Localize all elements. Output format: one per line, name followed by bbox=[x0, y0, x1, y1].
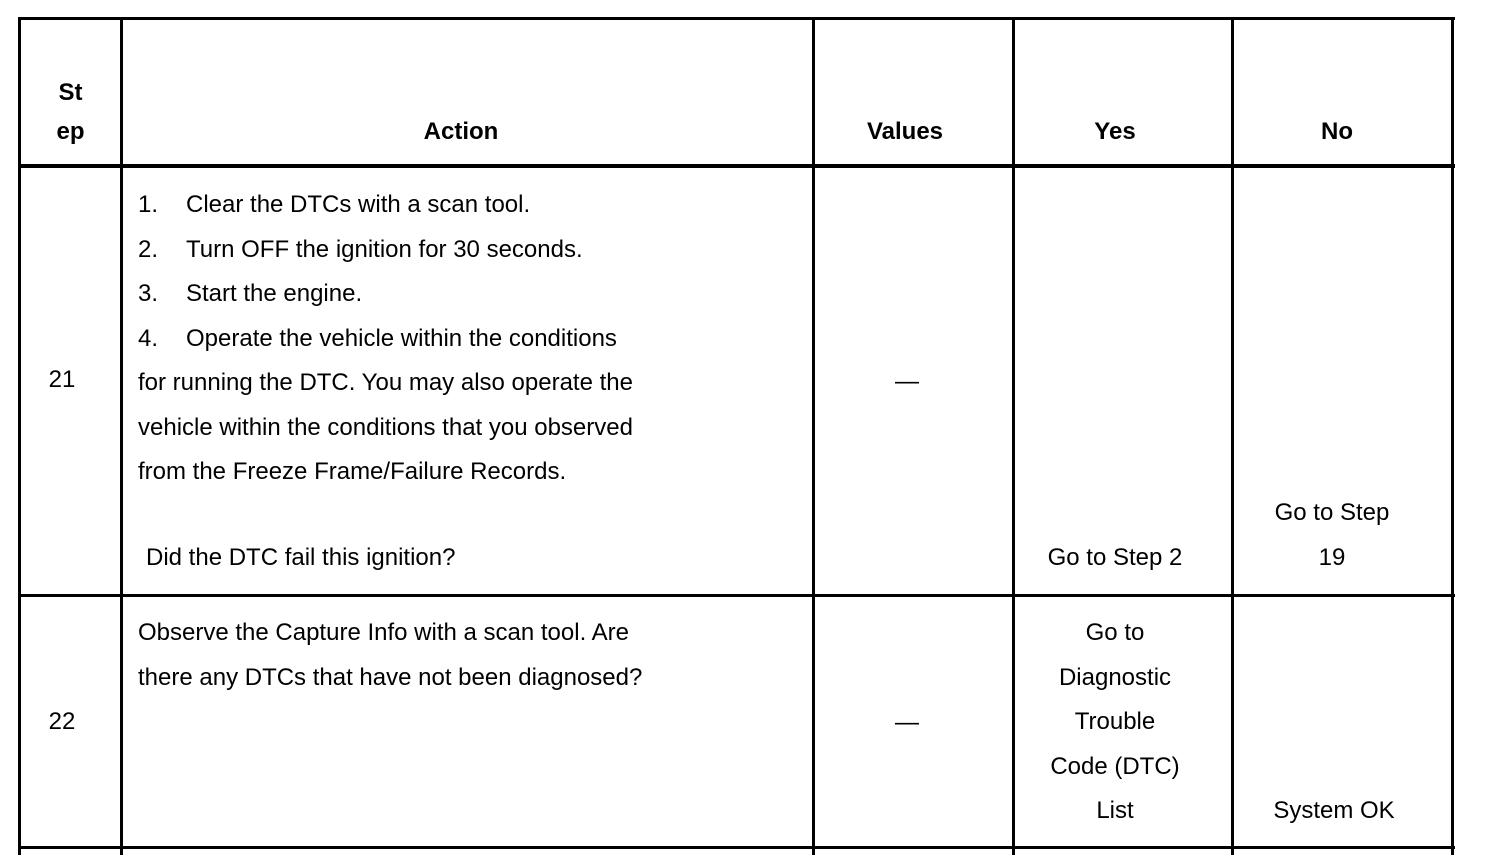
action-line: there any DTCs that have not been diagnosed? bbox=[138, 663, 643, 691]
header-no: No bbox=[1321, 118, 1353, 145]
action-line: Observe the Capture Info with a scan tool. Are bbox=[138, 619, 629, 646]
yes-cell-line: Diagnostic bbox=[1058, 663, 1172, 691]
list-item-number: 2. bbox=[138, 235, 159, 263]
list-item-number: 1. bbox=[138, 191, 159, 218]
list-item bbox=[138, 272, 633, 317]
list-item-text: Turn OFF the ignition for 30 seconds. bbox=[186, 235, 583, 263]
no-cell bbox=[1234, 491, 1430, 580]
list-item-number: 4. bbox=[138, 324, 159, 352]
values-cell: — bbox=[895, 368, 919, 395]
list-item-text: Start the engine. bbox=[186, 280, 363, 307]
action-text bbox=[138, 183, 633, 495]
list-item bbox=[138, 317, 633, 362]
step-number: 22 bbox=[48, 708, 76, 735]
yes-cell: Go to Step 2 bbox=[1047, 544, 1183, 571]
yes-cell-line: Go to bbox=[1085, 619, 1145, 646]
list-item bbox=[138, 183, 633, 228]
yes-cell bbox=[1015, 611, 1215, 834]
header-action: Action bbox=[423, 118, 499, 145]
header-bottom-border bbox=[18, 164, 1455, 168]
yes-cell-line: Code (DTC) bbox=[1050, 752, 1180, 780]
header-step bbox=[21, 73, 120, 151]
action-continuation-line: vehicle within the conditions that you observed bbox=[138, 413, 633, 441]
header-step-line2: ep bbox=[56, 118, 85, 145]
yes-cell-line: List bbox=[1096, 797, 1134, 824]
no-cell: System OK bbox=[1273, 797, 1395, 824]
no-cell-line: 19 bbox=[1318, 543, 1346, 571]
action-question: Did the DTC fail this ignition? bbox=[146, 544, 456, 571]
list-item bbox=[138, 228, 633, 273]
list-item-text: Operate the vehicle within the conditions bbox=[186, 324, 617, 352]
values-cell: — bbox=[895, 709, 919, 736]
list-item-text: Clear the DTCs with a scan tool. bbox=[186, 191, 531, 218]
table-right-border bbox=[1451, 17, 1454, 855]
header-yes: Yes bbox=[1094, 118, 1136, 145]
table-bottom-border bbox=[18, 846, 1455, 849]
no-cell-line: Go to Step bbox=[1274, 499, 1390, 526]
header-values: Values bbox=[866, 118, 944, 145]
row-divider bbox=[18, 594, 1455, 597]
action-continuation-line: from the Freeze Frame/Failure Records. bbox=[138, 458, 567, 485]
header-step-line1: St bbox=[58, 79, 83, 106]
list-item-number: 3. bbox=[138, 280, 159, 307]
action-continuation-line: for running the DTC. You may also operate the bbox=[138, 369, 633, 396]
step-number: 21 bbox=[48, 366, 76, 393]
action-text bbox=[138, 611, 642, 700]
table-top-border bbox=[18, 17, 1455, 20]
yes-cell-line: Trouble bbox=[1074, 708, 1156, 735]
